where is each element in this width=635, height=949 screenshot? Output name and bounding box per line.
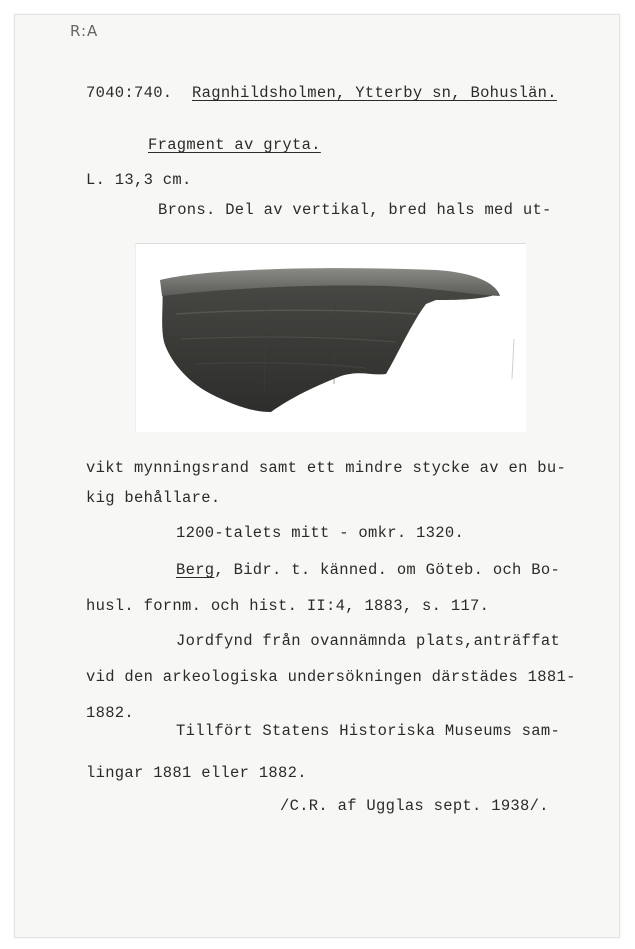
reference-line-1 bbox=[176, 561, 560, 579]
description-line-1: Brons. Del av vertikal, bred hals med ut- bbox=[158, 201, 552, 219]
bronze-pot-fragment-image bbox=[136, 244, 526, 432]
catalog-number: 7040:740. bbox=[86, 84, 173, 102]
signature-line: /C.R. af Ugglas sept. 1938/. bbox=[280, 797, 549, 815]
description-line-2: vikt mynningsrand samt ett mindre stycke av en bu- bbox=[86, 459, 567, 477]
reference-line-2: husl. fornm. och hist. II:4, 1883, s. 117. bbox=[86, 597, 490, 615]
header-line bbox=[86, 84, 557, 102]
find-location: Ragnhildsholmen, Ytterby sn, Bohuslän. bbox=[192, 84, 557, 102]
accession-line-2: lingar 1881 eller 1882. bbox=[86, 764, 307, 782]
find-line-2: vid den arkeologiska undersökningen därstädes 1881- bbox=[86, 668, 576, 686]
reference-author: Berg bbox=[176, 561, 215, 579]
dating-line: 1200-talets mitt - omkr. 1320. bbox=[176, 524, 465, 542]
find-line-3: 1882. bbox=[86, 704, 135, 722]
find-line-1: Jordfynd från ovannämnda plats,anträffat bbox=[176, 632, 561, 650]
object-length: L. 13,3 cm. bbox=[86, 171, 192, 189]
fragment-photo bbox=[135, 243, 526, 432]
reference-text: , Bidr. t. känned. om Göteb. och Bo- bbox=[214, 561, 561, 579]
description-line-3: kig behållare. bbox=[86, 489, 221, 507]
object-title: Fragment av gryta. bbox=[148, 136, 321, 154]
handwritten-mark: R:A bbox=[70, 22, 99, 40]
accession-line-1: Tillfört Statens Historiska Museums sam- bbox=[176, 722, 561, 740]
